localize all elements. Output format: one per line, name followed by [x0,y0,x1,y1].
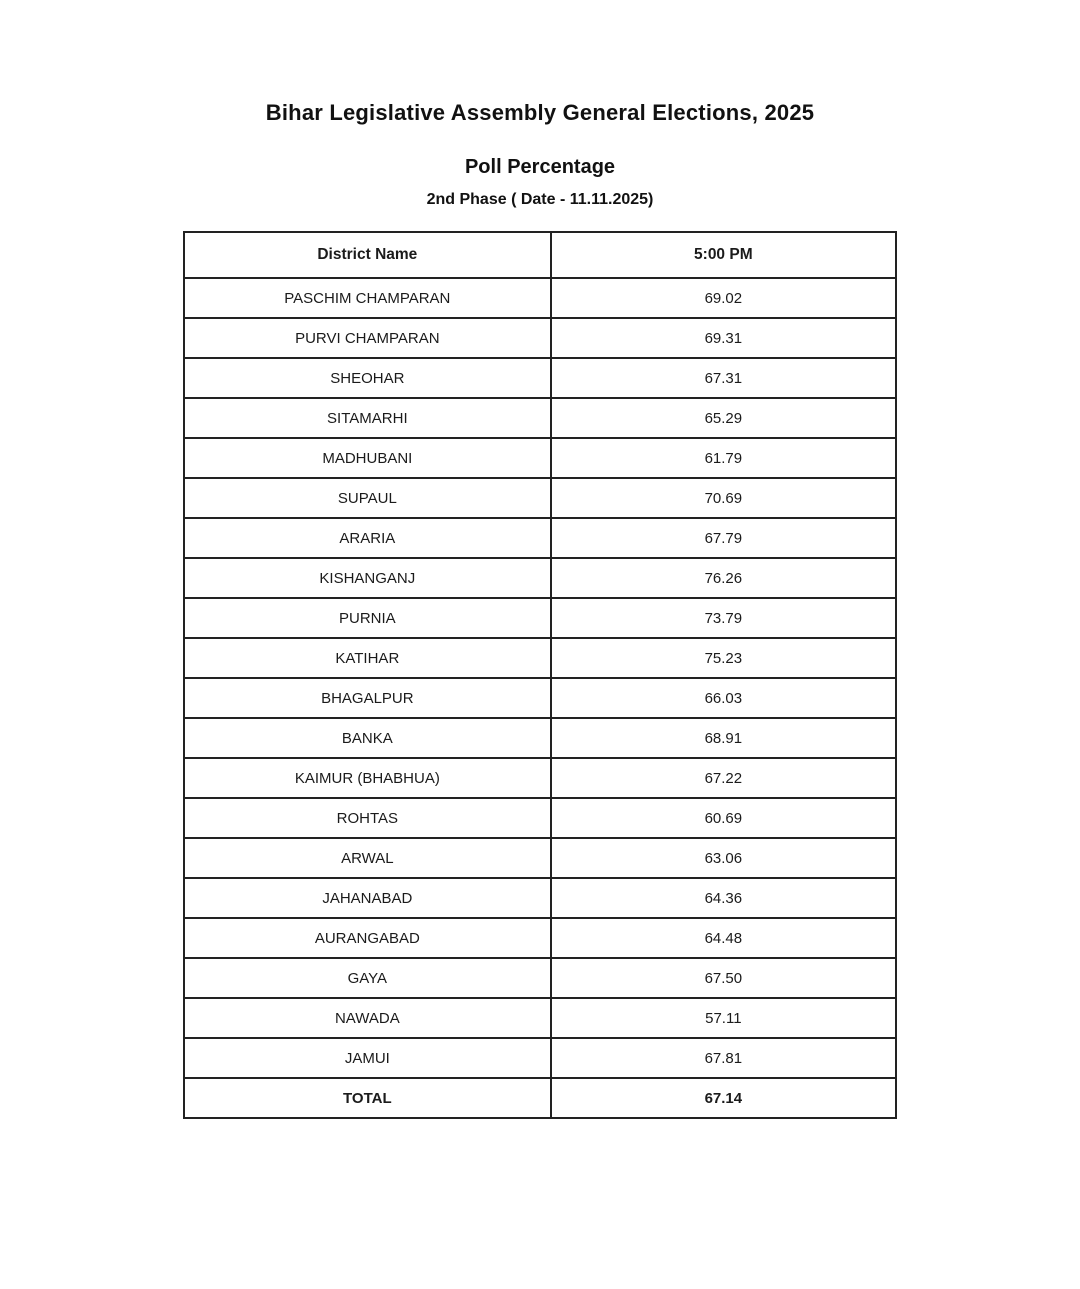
value-cell: 70.69 [551,478,896,518]
value-cell: 63.06 [551,838,896,878]
table-row [184,398,896,438]
table-row [184,598,896,638]
table-row [184,798,896,838]
table-row [184,958,896,998]
district-cell: ARARIA [184,518,551,558]
table-row [184,758,896,798]
table-row [184,278,896,318]
table-row [184,718,896,758]
district-cell: PASCHIM CHAMPARAN [184,278,551,318]
district-cell: KAIMUR (BHABHUA) [184,758,551,798]
district-cell: KATIHAR [184,638,551,678]
value-cell: 67.79 [551,518,896,558]
table-row [184,918,896,958]
table-row [184,558,896,598]
table-row [184,678,896,718]
district-cell: ARWAL [184,838,551,878]
district-cell: BANKA [184,718,551,758]
value-cell: 67.50 [551,958,896,998]
value-cell: 64.48 [551,918,896,958]
table-row [184,358,896,398]
page-subtitle: Poll Percentage [464,156,616,178]
phase-date-line: 2nd Phase ( Date - 11.11.2025) [426,191,654,208]
value-cell: 75.23 [551,638,896,678]
district-cell: MADHUBANI [184,438,551,478]
value-cell: 66.03 [551,678,896,718]
table-row [184,998,896,1038]
poll-percentage-table [183,231,897,1119]
table-row [184,878,896,918]
value-cell: 69.02 [551,278,896,318]
value-cell: 67.81 [551,1038,896,1078]
column-header-district: District Name [184,232,551,278]
value-cell: 64.36 [551,878,896,918]
table-row [184,1038,896,1078]
table-row [184,318,896,358]
district-cell: SUPAUL [184,478,551,518]
district-cell: PURNIA [184,598,551,638]
district-cell: SITAMARHI [184,398,551,438]
district-cell: PURVI CHAMPARAN [184,318,551,358]
table-header-row [184,232,896,278]
value-cell: 67.22 [551,758,896,798]
value-cell: 68.91 [551,718,896,758]
district-cell: KISHANGANJ [184,558,551,598]
value-cell: 73.79 [551,598,896,638]
column-header-time: 5:00 PM [551,232,896,278]
table-row [184,478,896,518]
page-title: Bihar Legislative Assembly General Elections, 2025 [265,100,815,125]
district-cell: GAYA [184,958,551,998]
district-cell: AURANGABAD [184,918,551,958]
value-cell: 57.11 [551,998,896,1038]
value-cell: 67.31 [551,358,896,398]
table-row [184,838,896,878]
district-cell: NAWADA [184,998,551,1038]
table-row [184,638,896,678]
value-cell: 69.31 [551,318,896,358]
district-cell: BHAGALPUR [184,678,551,718]
table-total-row [184,1078,896,1118]
value-cell: 60.69 [551,798,896,838]
value-cell: 76.26 [551,558,896,598]
district-cell: JAMUI [184,1038,551,1078]
district-cell: JAHANABAD [184,878,551,918]
table-row [184,518,896,558]
total-value-cell: 67.14 [551,1078,896,1118]
value-cell: 65.29 [551,398,896,438]
district-cell: ROHTAS [184,798,551,838]
total-label-cell: TOTAL [184,1078,551,1118]
value-cell: 61.79 [551,438,896,478]
table-row [184,438,896,478]
district-cell: SHEOHAR [184,358,551,398]
